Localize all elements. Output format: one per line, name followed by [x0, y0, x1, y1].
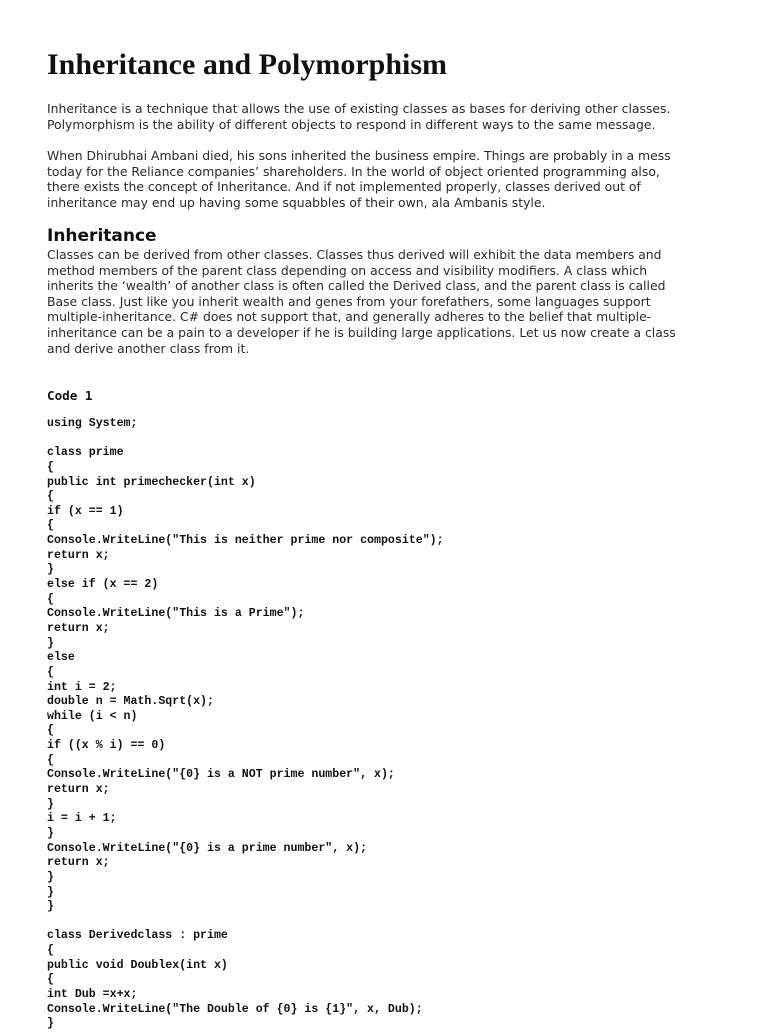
code-line: else [47, 651, 75, 665]
document-title: Inheritance and Polymorphism [47, 48, 448, 81]
paragraph-line: and derive another class from it. [47, 340, 250, 356]
section-heading-inheritance: Inheritance [47, 226, 157, 246]
code-line: Console.WriteLine("{0} is a NOT prime number", x); [47, 768, 395, 782]
code-line: public int primechecker(int x) [47, 475, 256, 489]
code-line: } [47, 797, 54, 811]
paragraph-line: inherits the ‘wealth’ of another class is often called the Derived class, and the parent class is called [47, 278, 666, 294]
intro-paragraph [47, 101, 737, 132]
code-line: { [47, 519, 54, 533]
paragraph-line: inheritance can be a pain to a developer if he is building large applications. Let us now create a class [47, 324, 676, 340]
code-line: if ((x % i) == 0) [47, 739, 166, 753]
code-line: { [47, 944, 54, 958]
code-line: Console.WriteLine("This is neither prime nor composite"); [47, 534, 444, 548]
code-line: { [47, 753, 54, 767]
code-line: return x; [47, 783, 110, 797]
code-line: } [47, 900, 54, 914]
code-line: class prime [47, 446, 124, 460]
paragraph-line: there exists the concept of Inheritance. And if not implemented properly, classes derived out of [47, 179, 641, 195]
code-line: class Derivedclass : prime [47, 929, 228, 943]
paragraph-line: today for the Reliance companies’ shareholders. In the world of object oriented programming also, [47, 163, 660, 179]
code-line [47, 915, 444, 930]
paragraph-line: multiple-inheritance. C# does not support that, and generally adheres to the belief that multiple- [47, 309, 652, 325]
paragraph-line: When Dhirubhai Ambani died, his sons inherited the business empire. Things are probably in a mess [47, 148, 671, 163]
code-line: return x; [47, 621, 110, 635]
paragraph-line: Base class. Just like you inherit wealth and genes from your forefathers, some languages support [47, 293, 651, 309]
code-line: using System; [47, 417, 138, 430]
code-line: Console.WriteLine("{0} is a prime number", x); [47, 841, 368, 855]
paragraph-line: Polymorphism is the ability of different objects to respond in different ways to the same message. [47, 116, 656, 132]
paragraph-line: Classes can be derived from other classes. Classes thus derived will exhibit the data members and [47, 247, 662, 262]
code-label: Code 1 [47, 388, 93, 403]
code-line: while (i < n) [47, 709, 138, 723]
code-block [47, 417, 444, 1032]
code-line: return x; [47, 856, 110, 870]
code-line: public void Doublex(int x) [47, 958, 228, 972]
code-line: { [47, 490, 54, 504]
code-line: } [47, 636, 54, 650]
ambani-paragraph [47, 148, 737, 210]
paragraph-line: Inheritance is a technique that allows the use of existing classes as bases for deriving other classes. [47, 101, 671, 116]
code-line: else if (x == 2) [47, 578, 159, 592]
code-line: Console.WriteLine("This is a Prime"); [47, 607, 305, 621]
code-line [47, 432, 444, 447]
code-line: } [47, 885, 54, 899]
paragraph-line: method members of the parent class depending on access and visibility modifiers. A class which [47, 262, 648, 278]
code-line: int Dub =x+x; [47, 987, 138, 1001]
code-line: } [47, 826, 54, 840]
paragraph-line: inheritance may end up having some squabbles of their own, ala Ambanis style. [47, 194, 546, 210]
code-line: } [47, 1017, 54, 1031]
code-line: { [47, 592, 54, 606]
code-line: } [47, 563, 54, 577]
code-line: int i = 2; [47, 680, 117, 694]
inheritance-paragraph [47, 247, 737, 356]
code-line: i = i + 1; [47, 812, 117, 826]
code-line: { [47, 973, 54, 987]
code-line: { [47, 724, 54, 738]
code-line: return x; [47, 548, 110, 562]
code-line: Console.WriteLine("The Double of {0} is {1}", x, Dub); [47, 1002, 423, 1016]
code-line: } [47, 870, 54, 884]
code-line: { [47, 460, 54, 474]
code-line: double n = Math.Sqrt(x); [47, 695, 214, 709]
code-line: { [47, 665, 54, 679]
code-line: if (x == 1) [47, 504, 124, 518]
